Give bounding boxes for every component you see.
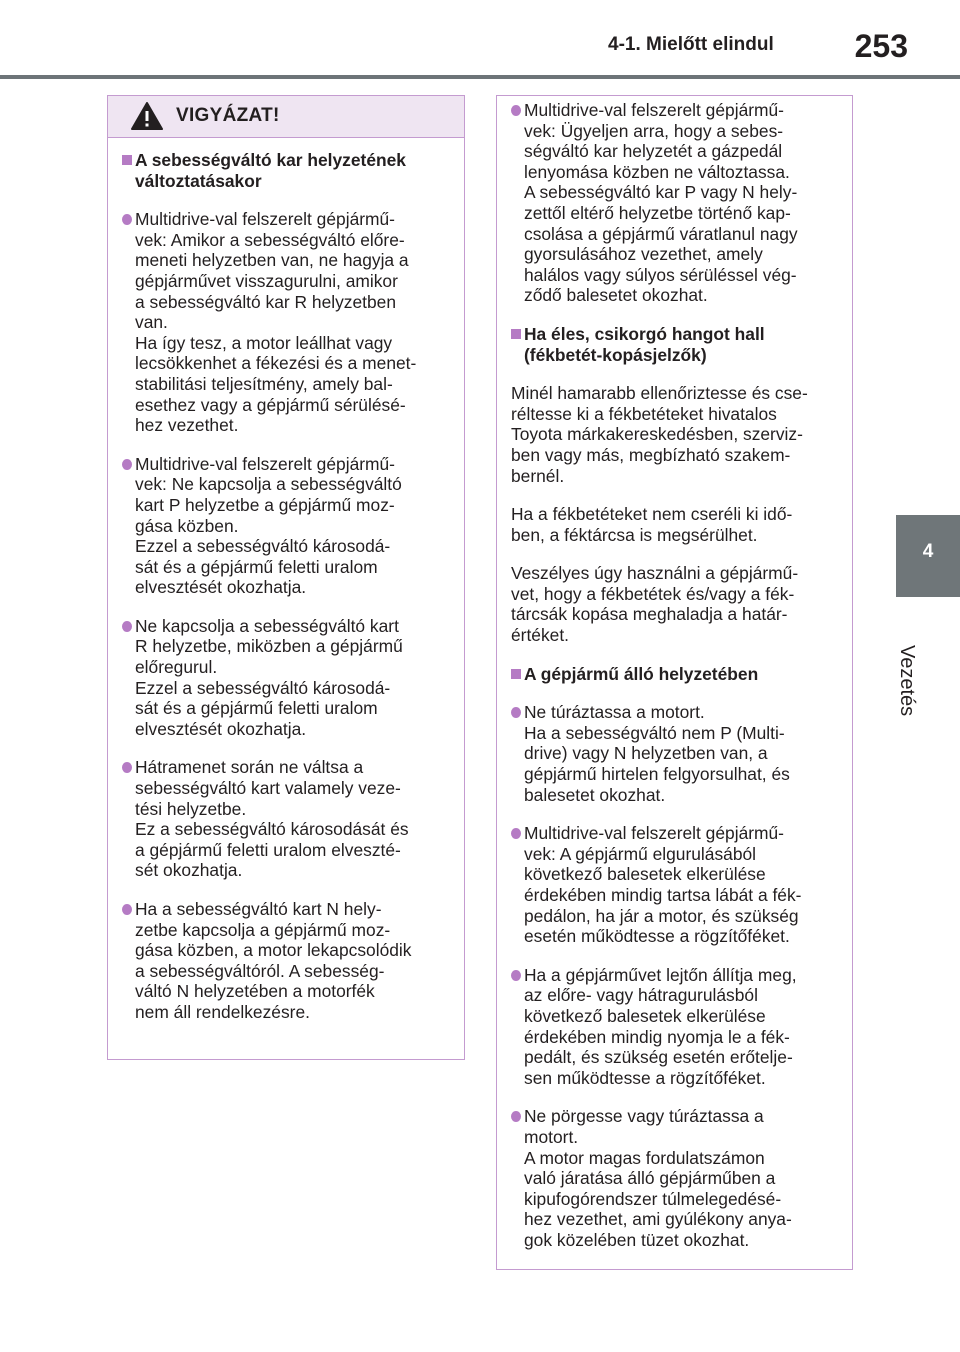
bullet-text: Hátramenet során ne váltsa a sebességváltó kart valamely veze- tési helyzetbe. Ez a sebességváltó károsodását és a gépjármű feletti uralom elveszté- sét okozhatja. — [135, 757, 409, 881]
bullet-item — [511, 702, 842, 805]
square-bullet-icon — [511, 329, 521, 339]
caution-box-left — [107, 95, 465, 1060]
round-bullet-icon — [122, 214, 132, 225]
heading-text: A gépjármű álló helyzetében — [524, 663, 759, 684]
bullet-text: Multidrive-val felszerelt gépjármű- vek: Ne kapcsolja a sebességváltó kart P helyzetbe a gépjármű moz- gása közben. Ezzel a sebességváltó károsodá- sát és a gépjármű feletti uralom elvesztését okozhatja. — [135, 453, 402, 598]
section-heading — [511, 324, 842, 365]
round-bullet-icon — [122, 762, 132, 773]
bullet-text: Ha a gépjárművet lejtőn állítja meg, az előre- vagy hátragurulásból következő balesetek elkerülése érdekében mindig nyomja le a fék- pedált, és szükség esetén erőtelje- sen működtesse a rögzítőféket. — [524, 964, 797, 1088]
round-bullet-icon — [511, 1111, 521, 1122]
bullet-text: Ha a sebességváltó kart N hely- zetbe kapcsolja a gépjármű moz- gása közben, a motor lekapcsolódik a sebességváltóról. A sebesség- váltó N helyzetében a motorfék nem áll rendelkezésre. — [135, 899, 412, 1022]
warning-triangle-icon — [130, 101, 164, 131]
round-bullet-icon — [511, 970, 521, 981]
square-bullet-icon — [122, 155, 132, 165]
bullet-item — [122, 899, 454, 1023]
round-bullet-icon — [511, 105, 521, 116]
paragraph: Veszélyes úgy használni a gépjármű- vet, hogy a fékbetétek és/vagy a fék- tárcsák kopása meghaladja a határ- értéket. — [511, 563, 799, 646]
round-bullet-icon — [122, 459, 132, 470]
paragraph: Minél hamarabb ellenőriztesse és cse- réltesse ki a fékbetéteket hivatalos Toyota márkakereskedésben, szerviz- ben vagy más, megbízható szakem- bernél. — [511, 383, 808, 486]
bullet-text: Ne túráztassa a motort. Ha a sebességváltó nem P (Multi- drive) vagy N helyzetben van, a gépjármű hirtelen felgyorsulhat, és balesetet okozhat. — [524, 702, 790, 805]
caution-left-content — [108, 138, 464, 1023]
section-heading — [122, 150, 454, 191]
round-bullet-icon — [511, 828, 521, 839]
round-bullet-icon — [511, 707, 521, 718]
bullet-item — [122, 757, 454, 881]
square-bullet-icon — [511, 669, 521, 679]
chapter-number: 4 — [922, 541, 934, 562]
bullet-item — [122, 454, 454, 598]
section-title: 4-1. Mielőtt elindul — [608, 34, 774, 55]
bullet-item — [511, 823, 842, 947]
bullet-item — [122, 616, 454, 740]
header-divider — [0, 75, 960, 79]
caution-right-content — [497, 96, 852, 1251]
chapter-title-label: Vezetés — [896, 645, 918, 717]
section-heading — [511, 664, 842, 685]
bullet-item — [511, 965, 842, 1089]
bullet-item — [511, 1106, 842, 1250]
bullet-item — [511, 100, 842, 306]
caution-title: VIGYÁZAT! — [176, 105, 280, 126]
bullet-text: Multidrive-val felszerelt gépjármű- vek: Ügyeljen arra, hogy a sebes- ségváltó kar helyzetét a gázpedál lenyomása közben ne változtassa. A sebességváltó kar P vagy N hely- zettől eltérő helyzetbe történő kap- csolása a gépjármű váratlanul nagy gyorsulásához vezethet, amely halálos vagy súlyos sérüléssel vég- ződő balesetet okozhat. — [524, 100, 798, 306]
bullet-text: Multidrive-val felszerelt gépjármű- vek: A gépjármű elgurulásából következő balesetek elkerülése érdekében mindig tartsa lábát a fék- pedálon, ha jár a motor, és szükség esetén működtesse a rögzítőféket. — [524, 823, 802, 947]
caution-header — [108, 96, 464, 138]
round-bullet-icon — [122, 904, 132, 915]
page-number: 253 — [854, 28, 908, 64]
heading-text: Ha éles, csikorgó hangot hall (fékbetét-kopásjelzők) — [524, 323, 765, 365]
bullet-text: Multidrive-val felszerelt gépjármű- vek: Amikor a sebességváltó előre- meneti helyzetben van, ne hagyja a gépjárművet visszagurulni, amikor a sebességváltó kar R helyzetben van. Ha így tesz, a motor leállhat vagy lecsökkenhet a fékezési és a menet- stabilitási teljesítmény, amely bal- esethez vagy a gépjármű sérülésé- hez vezethet. — [135, 209, 417, 436]
bullet-item — [122, 209, 454, 436]
round-bullet-icon — [122, 621, 132, 632]
bullet-text: Ne pörgesse vagy túráztassa a motort. A motor magas fordulatszámon való járatása álló gépjárműben a kipufogórendszer túlmelegedésé- hez vezethet, ami gyúlékony anya- gok közelében tüzet okozhat. — [524, 1106, 792, 1250]
paragraph: Ha a fékbetéteket nem cseréli ki idő- ben, a féktárcsa is megsérülhet. — [511, 504, 793, 545]
bullet-text: Ne kapcsolja a sebességváltó kart R helyzetbe, miközben a gépjármű előregurul. Ezzel a sebességváltó károsodá- sát és a gépjármű feletti uralom elvesztését okozhatja. — [135, 615, 403, 739]
caution-box-right — [496, 95, 853, 1270]
heading-text: A sebességváltó kar helyzetének változtatásakor — [135, 150, 406, 191]
